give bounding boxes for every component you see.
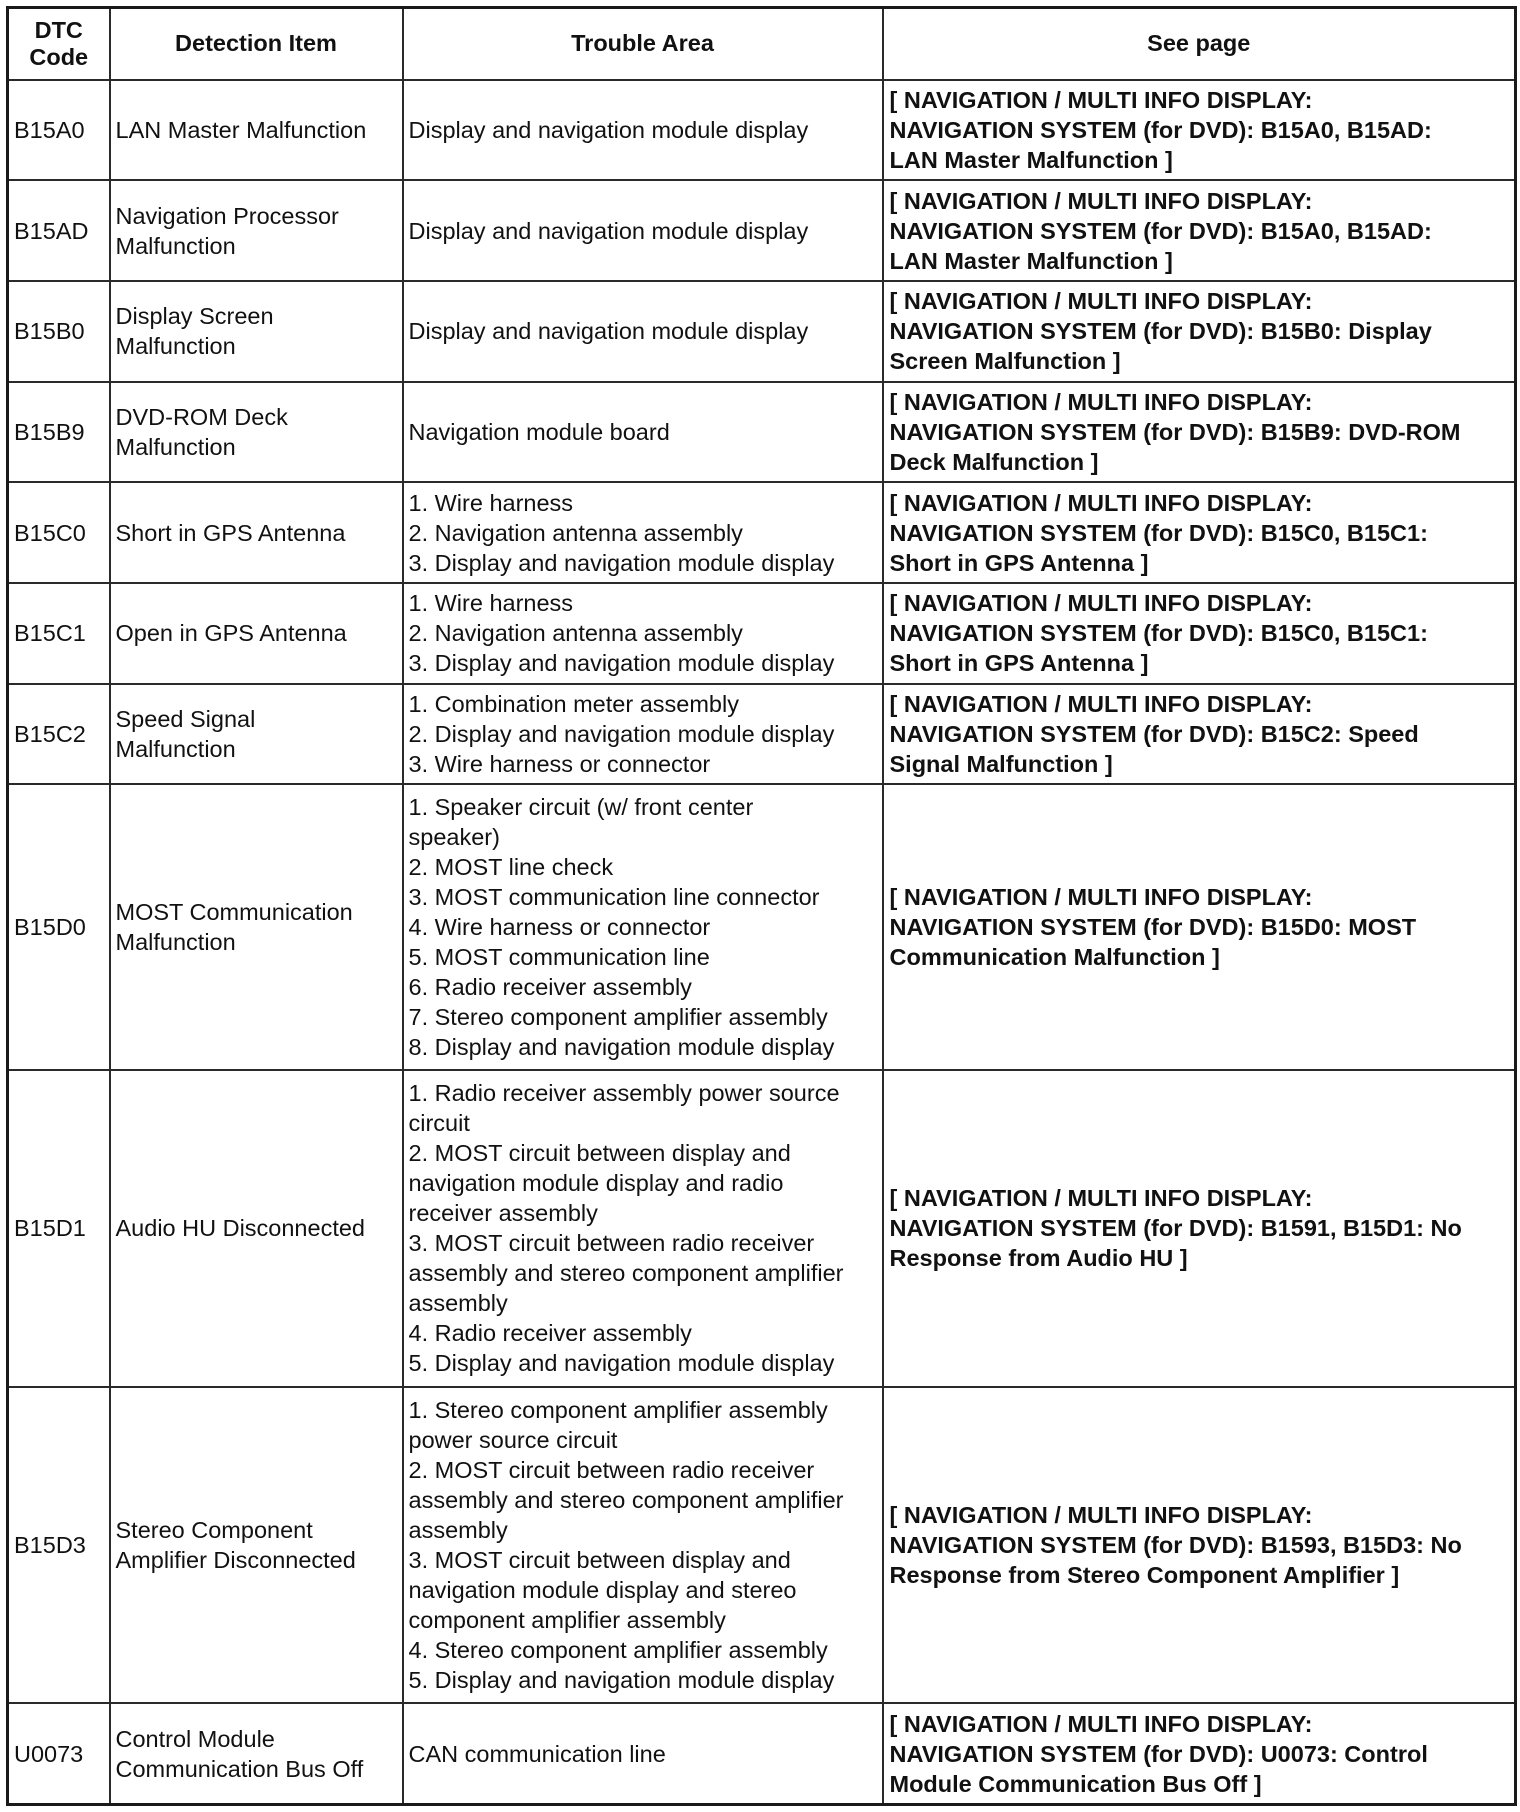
cell-line: Amplifier Disconnected [115, 1546, 356, 1573]
detection-item-cell [110, 281, 403, 382]
cell-line: [ NAVIGATION / MULTI INFO DISPLAY: [889, 590, 1313, 617]
trouble-area-cell [403, 684, 883, 785]
see-page-link[interactable] [883, 1070, 1516, 1387]
table-row [8, 684, 1516, 785]
trouble-area-cell [403, 482, 883, 583]
table-row [8, 382, 1516, 483]
cell-line: 2. Display and navigation module display [408, 721, 835, 748]
cell-line: 5. Display and navigation module display [408, 1350, 835, 1377]
cell-line: [ NAVIGATION / MULTI INFO DISPLAY: [889, 1185, 1313, 1212]
dtc-code-cell: B15A0 [8, 80, 110, 181]
cell-line: Signal Malfunction ] [889, 751, 1113, 778]
cell-line: Malfunction [115, 232, 236, 259]
cell-line: 3. Wire harness or connector [408, 751, 711, 778]
cell-line: Open in GPS Antenna [115, 620, 347, 647]
cell-line: NAVIGATION SYSTEM (for DVD): B15A0, B15AD: [889, 217, 1432, 244]
cell-line: NAVIGATION SYSTEM (for DVD): B15C0, B15C1: [889, 519, 1428, 546]
cell-line: [ NAVIGATION / MULTI INFO DISPLAY: [889, 1710, 1313, 1737]
cell-line: Malfunction [115, 433, 236, 460]
detection-item-cell [110, 80, 403, 181]
table-body [8, 80, 1516, 1805]
cell-line: NAVIGATION SYSTEM (for DVD): B1593, B15D3: No [889, 1531, 1462, 1558]
cell-line: Response from Stereo Component Amplifier ] [889, 1561, 1400, 1588]
cell-line: [ NAVIGATION / MULTI INFO DISPLAY: [889, 1501, 1313, 1528]
header-row [8, 8, 1516, 80]
cell-line: [ NAVIGATION / MULTI INFO DISPLAY: [889, 388, 1313, 415]
dtc-code-cell: U0073 [8, 1703, 110, 1804]
detection-item-cell [110, 1387, 403, 1704]
cell-line: [ NAVIGATION / MULTI INFO DISPLAY: [889, 489, 1313, 516]
see-page-link[interactable] [883, 1387, 1516, 1704]
cell-line: 2. MOST circuit between radio receiver [408, 1456, 815, 1483]
cell-line: Screen Malfunction ] [889, 348, 1121, 375]
cell-line: 8. Display and navigation module display [408, 1034, 835, 1061]
cell-line: Display and navigation module display [408, 116, 809, 143]
cell-line: Display and navigation module display [408, 318, 809, 345]
dtc-code-cell: B15D0 [8, 784, 110, 1070]
cell-line: component amplifier assembly [408, 1606, 726, 1633]
cell-line: assembly [408, 1516, 508, 1543]
dtc-code-cell: B15AD [8, 180, 110, 281]
cell-line: LAN Master Malfunction ] [889, 146, 1173, 173]
trouble-area-cell [403, 80, 883, 181]
cell-line: NAVIGATION SYSTEM (for DVD): B15A0, B15AD: [889, 116, 1432, 143]
detection-item-cell [110, 684, 403, 785]
cell-line: NAVIGATION SYSTEM (for DVD): B1591, B15D1: No [889, 1215, 1462, 1242]
cell-line: 3. MOST communication line connector [408, 884, 820, 911]
table-row [8, 482, 1516, 583]
cell-line: Short in GPS Antenna ] [889, 549, 1149, 576]
cell-line: Malfunction [115, 929, 236, 956]
cell-line: NAVIGATION SYSTEM (for DVD): B15B9: DVD-ROM [889, 418, 1461, 445]
cell-line: Navigation module board [408, 418, 670, 445]
cell-line: Module Communication Bus Off ] [889, 1770, 1262, 1797]
cell-line: navigation module display and radio [408, 1170, 784, 1197]
header-see-page: See page [883, 8, 1516, 80]
cell-line: 3. MOST circuit between radio receiver [408, 1230, 815, 1257]
table-row [8, 784, 1516, 1070]
header-detection-item: Detection Item [110, 8, 403, 80]
see-page-link[interactable] [883, 482, 1516, 583]
cell-line: [ NAVIGATION / MULTI INFO DISPLAY: [889, 86, 1313, 113]
dtc-code-cell: B15D3 [8, 1387, 110, 1704]
cell-line: 1. Wire harness [408, 590, 574, 617]
header-trouble-area: Trouble Area [403, 8, 883, 80]
trouble-area-cell [403, 1703, 883, 1804]
detection-item-cell [110, 784, 403, 1070]
cell-line: 2. MOST circuit between display and [408, 1140, 791, 1167]
cell-line: 1. Combination meter assembly [408, 691, 739, 718]
cell-line: CAN communication line [408, 1740, 666, 1767]
cell-line: assembly and stereo component amplifier [408, 1486, 844, 1513]
cell-line: Short in GPS Antenna ] [889, 650, 1149, 677]
cell-line: Control Module [115, 1725, 275, 1752]
see-page-link[interactable] [883, 382, 1516, 483]
cell-line: 1. Stereo component amplifier assembly [408, 1396, 828, 1423]
cell-line: Stereo Component [115, 1516, 313, 1543]
cell-line: 2. Navigation antenna assembly [408, 519, 743, 546]
cell-line: NAVIGATION SYSTEM (for DVD): U0073: Control [889, 1740, 1428, 1767]
cell-line: LAN Master Malfunction [115, 116, 367, 143]
trouble-area-cell [403, 382, 883, 483]
trouble-area-cell [403, 583, 883, 684]
table-row [8, 80, 1516, 181]
cell-line: LAN Master Malfunction ] [889, 247, 1173, 274]
cell-line: 1. Radio receiver assembly power source [408, 1080, 840, 1107]
cell-line: MOST Communication [115, 899, 353, 926]
cell-line: assembly [408, 1290, 508, 1317]
trouble-area-cell [403, 1387, 883, 1704]
dtc-table [6, 6, 1517, 1806]
cell-line: 1. Wire harness [408, 489, 574, 516]
see-page-link[interactable] [883, 583, 1516, 684]
cell-line: Communication Malfunction ] [889, 944, 1220, 971]
cell-line: Display and navigation module display [408, 217, 809, 244]
dtc-code-cell: B15B0 [8, 281, 110, 382]
cell-line: Malfunction [115, 333, 236, 360]
cell-line: 4. Radio receiver assembly [408, 1320, 692, 1347]
cell-line: Speed Signal [115, 706, 256, 733]
cell-line: Audio HU Disconnected [115, 1215, 365, 1242]
cell-line: 3. MOST circuit between display and [408, 1546, 791, 1573]
cell-line: circuit [408, 1110, 470, 1137]
table-row [8, 180, 1516, 281]
cell-line: Response from Audio HU ] [889, 1245, 1188, 1272]
table-row [8, 1070, 1516, 1387]
trouble-area-cell [403, 281, 883, 382]
cell-line: Communication Bus Off [115, 1755, 364, 1782]
cell-line: NAVIGATION SYSTEM (for DVD): B15C0, B15C1: [889, 620, 1428, 647]
see-page-link[interactable] [883, 784, 1516, 1070]
cell-line: NAVIGATION SYSTEM (for DVD): B15B0: Display [889, 318, 1432, 345]
cell-line: assembly and stereo component amplifier [408, 1260, 844, 1287]
cell-line: 4. Stereo component amplifier assembly [408, 1636, 828, 1663]
cell-line: 5. MOST communication line [408, 944, 710, 971]
cell-line: receiver assembly [408, 1200, 598, 1227]
cell-line: 2. MOST line check [408, 854, 614, 881]
detection-item-cell [110, 1703, 403, 1804]
cell-line: 1. Speaker circuit (w/ front center [408, 794, 754, 821]
cell-line: navigation module display and stereo [408, 1576, 797, 1603]
see-page-link[interactable] [883, 1703, 1516, 1804]
detection-item-cell [110, 180, 403, 281]
see-page-link[interactable] [883, 80, 1516, 181]
cell-line: [ NAVIGATION / MULTI INFO DISPLAY: [889, 691, 1313, 718]
header-dtc-code: DTC Code [8, 8, 110, 80]
table-row [8, 1703, 1516, 1804]
table-row [8, 1387, 1516, 1704]
cell-line: speaker) [408, 824, 500, 851]
see-page-link[interactable] [883, 684, 1516, 785]
cell-line: 6. Radio receiver assembly [408, 974, 692, 1001]
see-page-link[interactable] [883, 180, 1516, 281]
cell-line: [ NAVIGATION / MULTI INFO DISPLAY: [889, 884, 1313, 911]
dtc-code-cell: B15D1 [8, 1070, 110, 1387]
table-row [8, 583, 1516, 684]
cell-line: power source circuit [408, 1426, 618, 1453]
dtc-code-cell: B15C2 [8, 684, 110, 785]
trouble-area-cell [403, 180, 883, 281]
table-row [8, 281, 1516, 382]
cell-line: [ NAVIGATION / MULTI INFO DISPLAY: [889, 187, 1313, 214]
see-page-link[interactable] [883, 281, 1516, 382]
cell-line: 5. Display and navigation module display [408, 1666, 835, 1693]
cell-line: 4. Wire harness or connector [408, 914, 711, 941]
dtc-code-cell: B15C1 [8, 583, 110, 684]
cell-line: Deck Malfunction ] [889, 448, 1099, 475]
cell-line: Malfunction [115, 736, 236, 763]
cell-line: DVD-ROM Deck [115, 403, 288, 430]
dtc-code-cell: B15B9 [8, 382, 110, 483]
cell-line: NAVIGATION SYSTEM (for DVD): B15D0: MOST [889, 914, 1417, 941]
detection-item-cell [110, 1070, 403, 1387]
detection-item-cell [110, 382, 403, 483]
cell-line: 3. Display and navigation module display [408, 650, 835, 677]
cell-line: 7. Stereo component amplifier assembly [408, 1004, 828, 1031]
detection-item-cell [110, 583, 403, 684]
cell-line: [ NAVIGATION / MULTI INFO DISPLAY: [889, 288, 1313, 315]
trouble-area-cell [403, 1070, 883, 1387]
cell-line: Navigation Processor [115, 202, 339, 229]
cell-line: 2. Navigation antenna assembly [408, 620, 743, 647]
cell-line: Short in GPS Antenna [115, 519, 346, 546]
cell-line: NAVIGATION SYSTEM (for DVD): B15C2: Speed [889, 721, 1419, 748]
detection-item-cell [110, 482, 403, 583]
trouble-area-cell [403, 784, 883, 1070]
dtc-code-cell: B15C0 [8, 482, 110, 583]
cell-line: 3. Display and navigation module display [408, 549, 835, 576]
cell-line: Display Screen [115, 303, 274, 330]
